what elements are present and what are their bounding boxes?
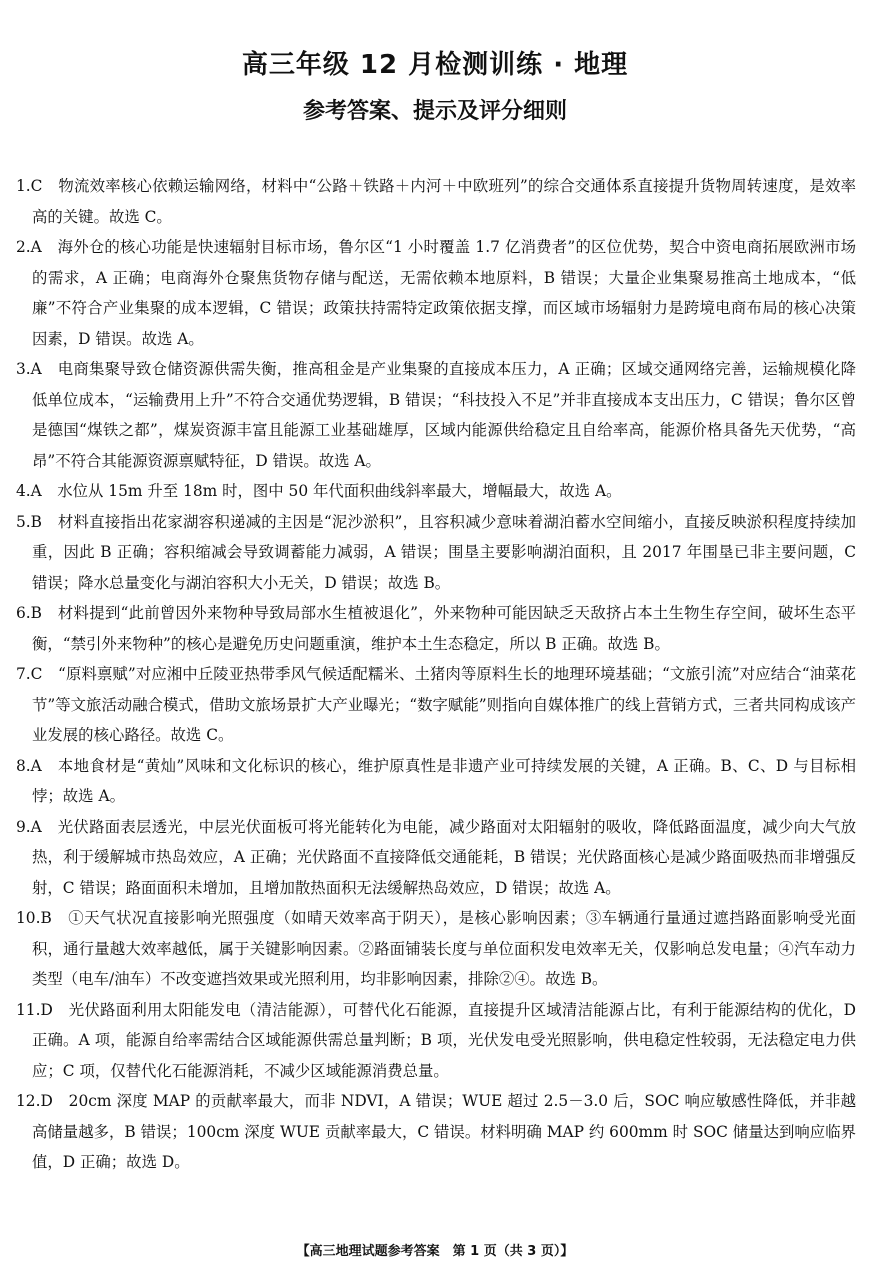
answer-number: 3.A bbox=[16, 360, 42, 378]
answer-text: “原料禀赋”对应湘中丘陵亚热带季风气候适配糯米、土猪肉等原料生长的地理环境基础；“文旅引流”对应结合“油菜花节”等文旅活动融合模式，借助文旅场景扩大产业曝光；“数字赋能”则指向自媒体推广的线上营销方式，三者共同构成该产业发展的核心路径。故选 C。 bbox=[32, 665, 856, 744]
answer-item-6 bbox=[16, 598, 856, 659]
page-title: 高三年级 12 月检测训练 · 地理 bbox=[241, 50, 629, 80]
answer-text: 本地食材是“黄灿”风味和文化标识的核心，维护原真性是非遗产业可持续发展的关键，A 正确。B、C、D 与目标相悖；故选 A。 bbox=[32, 756, 856, 805]
answer-item-12 bbox=[16, 1086, 856, 1178]
answer-item-2 bbox=[16, 232, 856, 354]
answer-text: 光伏路面表层透光，中层光伏面板可将光能转化为电能，减少路面对太阳辐射的吸收，降低路面温度，减少向大气放热，利于缓解城市热岛效应，A 正确；光伏路面不直接降低交通能耗，B 错误；光伏路面核心是减少路面吸热而非增强反射，C 错误；路面面积未增加，且增加散热面积无法缓解热岛效应，D 错误；故选 A。 bbox=[32, 817, 856, 897]
answer-number: 9.A bbox=[16, 817, 42, 836]
answer-item-3 bbox=[16, 354, 856, 476]
answer-text: 材料提到“此前曾因外来物种导致局部水生植被退化”，外来物种可能因缺乏天敌挤占本土生物生存空间，破坏生态平衡，“禁引外来物种”的核心是避免历史问题重演，维护本土生态稳定，所以 B 正确。故选 B。 bbox=[32, 604, 856, 653]
answer-list bbox=[16, 171, 856, 1178]
answer-item-8 bbox=[16, 751, 856, 812]
answer-item-10 bbox=[16, 903, 856, 995]
answer-number: 10.B bbox=[16, 909, 52, 927]
page-subtitle: 参考答案、提示及评分细则 bbox=[302, 99, 567, 124]
answer-number: 2.A bbox=[16, 238, 42, 256]
answer-item-11 bbox=[16, 995, 856, 1087]
page-footer: 【高三地理试题参考答案 第 1 页（共 3 页）】 bbox=[296, 1244, 574, 1259]
answer-number: 11.D bbox=[16, 1000, 53, 1019]
answer-number: 12.D bbox=[16, 1092, 53, 1110]
answer-item-9 bbox=[16, 812, 856, 904]
answer-item-7 bbox=[16, 659, 856, 751]
answer-text: 光伏路面利用太阳能发电（清洁能源），可替代化石能源，直接提升区域清洁能源占比，有利于能源结构的优化，D 正确。A 项，能源自给率需结合区域能源供需总量判断；B 项，光伏发电受光照影响，供电稳定性较弱，无法稳定电力供应；C 项，仅替代化石能源消耗，不减少区域能源消费总量。 bbox=[32, 1000, 856, 1080]
answer-number: 6.B bbox=[16, 604, 42, 622]
answer-text: 物流效率核心依赖运输网络，材料中“公路＋铁路＋内河＋中欧班列”的综合交通体系直接提升货物周转速度，是效率高的关键。故选 C。 bbox=[32, 177, 856, 226]
answer-item-4 bbox=[16, 476, 856, 507]
answer-text: ①天气状况直接影响光照强度（如晴天效率高于阴天），是核心影响因素；③车辆通行量通过遮挡路面影响受光面积，通行量越大效率越低，属于关键影响因素。②路面铺装长度与单位面积发电效率无关，仅影响总发电量；④汽车动力类型（电车/油车）不改变遮挡效果或光照利用，均非影响因素，排除②④。故选 B。 bbox=[32, 909, 856, 988]
answer-item-5 bbox=[16, 507, 856, 599]
answer-item-1 bbox=[16, 171, 856, 232]
answer-text: 海外仓的核心功能是快速辐射目标市场，鲁尔区“1 小时覆盖 1.7 亿消费者”的区位优势，契合中资电商拓展欧洲市场的需求，A 正确；电商海外仓聚焦货物存储与配送，无需依赖本地原料，B 错误；大量企业集聚易推高土地成本，“低廉”不符合产业集聚的成本逻辑，C 错误；政策扶持需特定政策依据支撑，而区域市场辐射力是跨境电商布局的核心决策因素，D 错误。故选 A。 bbox=[32, 238, 856, 348]
answer-text: 电商集聚导致仓储资源供需失衡，推高租金是产业集聚的直接成本压力，A 正确；区域交通网络完善，运输规模化降低单位成本，“运输费用上升”不符合交通优势逻辑，B 错误；“科技投入不足”并非直接成本支出压力，C 错误；鲁尔区曾是德国“煤铁之都”，煤炭资源丰富且能源工业基础雄厚，区域内能源供给稳定且自给率高，能源价格具备先天优势，“高昂”不符合其能源资源禀赋特征，D 错误。故选 A。 bbox=[32, 360, 856, 470]
answer-number: 8.A bbox=[16, 756, 42, 775]
answer-number: 4.A bbox=[16, 482, 42, 500]
answer-number: 5.B bbox=[16, 512, 42, 531]
answer-text: 20cm 深度 MAP 的贡献率最大，而非 NDVI，A 错误；WUE 超过 2.5－3.0 后，SOC 响应敏感性降低，并非越高储量越多，B 错误；100cm 深度 WUE 贡献率最大，C 错误。材料明确 MAP 约 600mm 时 SOC 储量达到响应临界值，D 正确；故选 D。 bbox=[32, 1092, 856, 1171]
answer-number: 1.C bbox=[16, 177, 43, 195]
answer-text: 水位从 15m 升至 18m 时，图中 50 年代面积曲线斜率最大，增幅最大，故选 A。 bbox=[57, 482, 622, 500]
answer-number: 7.C bbox=[16, 665, 43, 683]
answer-text: 材料直接指出花家湖容积递减的主因是“泥沙淤积”，且容积减少意味着湖泊蓄水空间缩小，直接反映淤积程度持续加重，因此 B 正确；容积缩减会导致调蓄能力减弱，A 错误；围垦主要影响湖泊面积，且 2017 年围垦已非主要问题，C 错误；降水总量变化与湖泊容积大小无关，D 错误；故选 B。 bbox=[32, 512, 856, 592]
